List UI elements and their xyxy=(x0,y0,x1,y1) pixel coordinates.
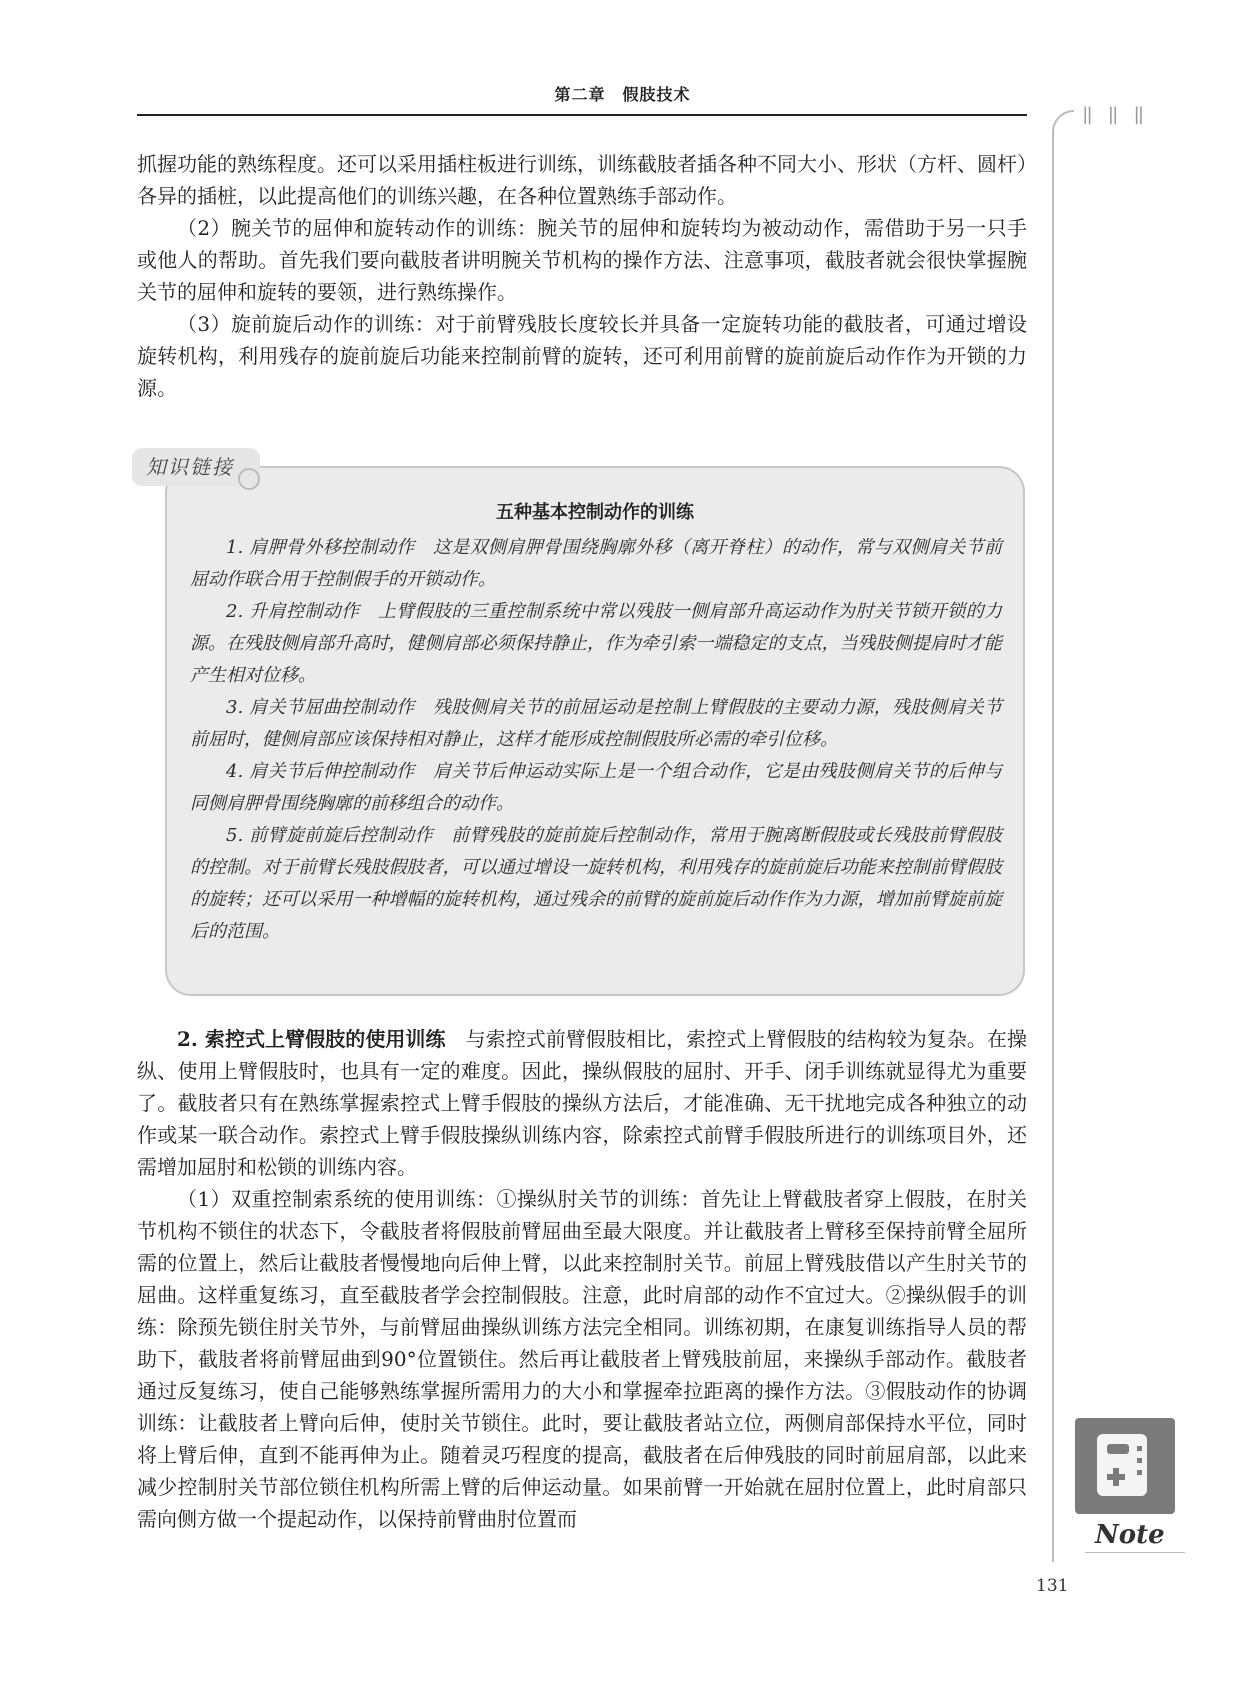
chapter-header-title: 第二章 假肢技术 xyxy=(554,85,691,104)
paragraph-grip-training: 抓握功能的熟练程度。还可以采用插柱板进行训练，训练截肢者插各种不同大小、形状（方杆、圆杆）各异的插桩，以此提高他们的训练兴趣，在各种位置熟练手部动作。 xyxy=(137,152,1027,208)
paragraph-wrist-training: （2）腕关节的屈伸和旋转动作的训练：腕关节的屈伸和旋转均为被动动作，需借助于另一只手或他人的帮助。首先我们要向截肢者讲明腕关节机构的操作方法、注意事项，截肢者就会很快掌握腕关节的屈伸和旋转的要领，进行熟练操作。 xyxy=(137,216,1027,304)
knowledge-link-tab: 知识链接 xyxy=(132,448,260,486)
section-2-intro-text: 与索控式前臂假肢相比，索控式上臂假肢的结构较为复杂。在操纵、使用上臂假肢时，也具有一定的难度。因此，操纵假肢的屈肘、开手、闭手训练就显得尤为重要了。截肢者只有在熟练掌握索控式上臂手假肢的操纵方法后，才能准确、无干扰地完成各种独立的动作或某一联合动作。索控式上臂手假肢操纵训练内容，除索控式前臂手假肢所进行的训练项目外，还需增加屈肘和松锁的训练内容。 xyxy=(137,1027,1028,1179)
knowledge-box-text xyxy=(190,532,1002,948)
section-2-intro xyxy=(137,1023,1027,1183)
notebook-icon xyxy=(1097,1434,1147,1496)
paragraph-rotation-training: （3）旋前旋后动作的训练：对于前臂残肢长度较长并具备一定旋转功能的截肢者，可通过增设旋转机构，利用残存的旋前旋后功能来控制前臂的旋转，还可利用前臂的旋前旋后动作作为开锁的力源。 xyxy=(137,312,1027,400)
note-label: Note xyxy=(1095,1520,1165,1550)
header-rule xyxy=(137,114,1027,116)
knowledge-box-title: 五种基本控制动作的训练 xyxy=(496,502,694,523)
knowledge-item-2: 2. 升肩控制动作 上臂假肢的三重控制系统中常以残肢一侧肩部升高运动作为肘关节锁开锁的力源。在残肢侧肩部升高时，健侧肩部必须保持静止，作为牵引索一端稳定的支点，当残肢侧提肩时才能产生相对位移。 xyxy=(190,601,1002,686)
note-underline xyxy=(1085,1552,1185,1553)
knowledge-item-1: 1. 肩胛骨外移控制动作 这是双侧肩胛骨围绕胸廓外移（离开脊柱）的动作，常与双侧肩关节前屈动作联合用于控制假手的开锁动作。 xyxy=(190,537,1002,590)
note-icon xyxy=(1075,1418,1175,1514)
page-number: 131 xyxy=(1036,1576,1069,1596)
margin-rail xyxy=(1052,110,1074,1562)
knowledge-item-5: 5. 前臂旋前旋后控制动作 前臂残肢的旋前旋后控制动作，常用于腕离断假肢或长残肢前臂假肢的控制。对于前臂长残肢假肢者，可以通过增设一旋转机构，利用残存的旋前旋后功能来控制前臂假肢的旋转；还可以采用一种增幅的旋转机构，通过残余的前臂的旋前旋后动作作为力源，增加前臂旋前旋后的范围。 xyxy=(190,825,1002,942)
knowledge-item-4: 4. 肩关节后伸控制动作 肩关节后伸运动实际上是一个组合动作，它是由残肢侧肩关节的后伸与同侧肩胛骨围绕胸廓的前移组合的动作。 xyxy=(190,761,1002,814)
top-text-block xyxy=(137,148,1027,404)
section-2-text-block xyxy=(137,1023,1027,1535)
section-2-heading: 2. 索控式上臂假肢的使用训练 xyxy=(177,1027,446,1051)
swirl-icon xyxy=(238,468,260,490)
paragraph-dual-control-training: （1）双重控制索系统的使用训练：①操纵肘关节的训练：首先让上臂截肢者穿上假肢，在肘关节机构不锁住的状态下，令截肢者将假肢前臂屈曲至最大限度。并让截肢者上臂移至保持前臂全屈所需的位置上，然后让截肢者慢慢地向后伸上臂，以此来控制肘关节。前屈上臂残肢借以产生肘关节的屈曲。这样重复练习，直至截肢者学会控制假肢。注意，此时肩部的动作不宜过大。②操纵假手的训练：除预先锁住肘关节外，与前臂屈曲操纵训练方法完全相同。训练初期，在康复训练指导人员的帮助下，截肢者将前臂屈曲到90°位置锁住。然后再让截肢者上臂残肢前屈，来操纵手部动作。截肢者通过反复练习，使自己能够熟练掌握所需用力的大小和掌握牵拉距离的操作方法。③假肢动作的协调训练：让截肢者上臂向后伸，使肘关节锁住。此时，要让截肢者站立位，两侧肩部保持水平位，同时将上臂后伸，直到不能再伸为止。随着灵巧程度的提高，截肢者在后伸残肢的同时前屈肩部，以此来减少控制肘关节部位锁住机构所需上臂的后伸运动量。如果前臂一开始就在屈肘位置上，此时肩部只需向侧方做一个提起动作，以保持前臂曲肘位置而 xyxy=(137,1187,1027,1531)
margin-tick-marks: ‖ ‖ ‖ xyxy=(1082,104,1147,125)
knowledge-item-3: 3. 肩关节屈曲控制动作 残肢侧肩关节的前屈运动是控制上臂假肢的主要动力源，残肢侧肩关节前屈时，健侧肩部应该保持相对静止，这样才能形成控制假肢所必需的牵引位移。 xyxy=(190,697,1002,750)
